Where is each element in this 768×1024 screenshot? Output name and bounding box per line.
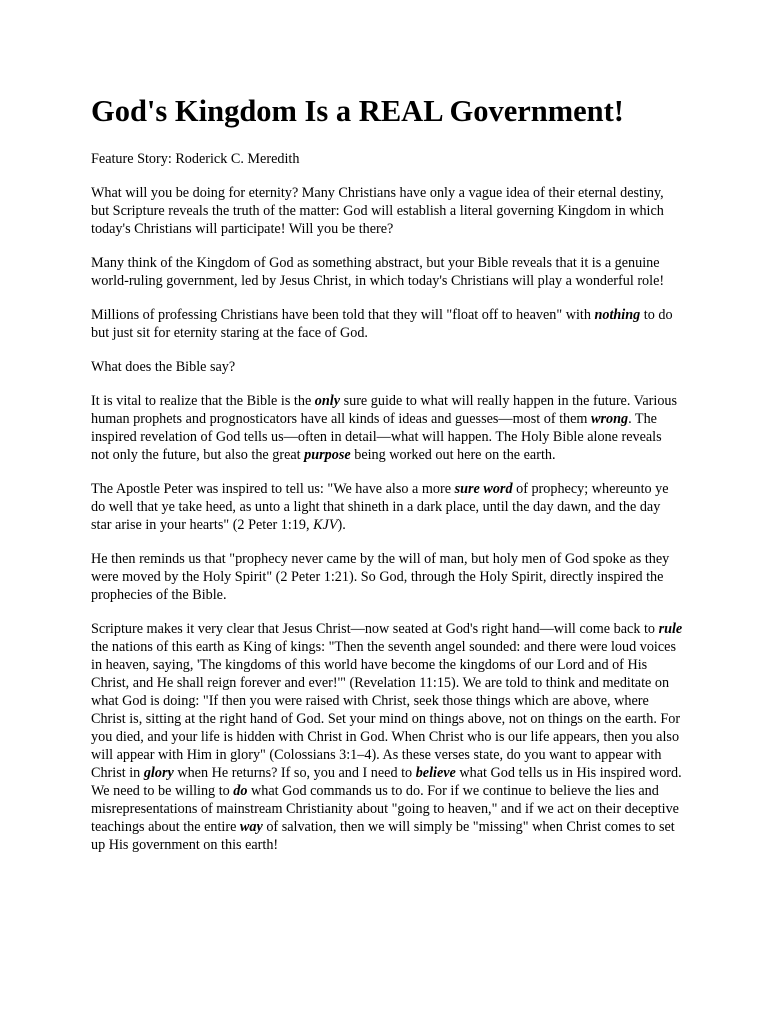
text-run: to do but just sit for eternity staring at the face of God. <box>91 307 673 341</box>
text-run: of salvation, then we will simply be "missing" when Christ comes to set up His government on this earth! <box>91 819 675 853</box>
emphasis-text: wrong <box>591 411 629 427</box>
paragraph <box>91 480 683 534</box>
emphasis-text: nothing <box>594 307 641 323</box>
paragraph <box>91 184 683 238</box>
emphasis-text: rule <box>658 621 683 637</box>
page-title: God's Kingdom Is a REAL Government! <box>91 94 624 128</box>
emphasis-text: way <box>239 819 263 835</box>
text-run: He then reminds us that "prophecy never came by the will of man, but holy men of God spoke as they were moved by the Holy Spirit" (2 Peter 1:21). So God, through the Holy Spirit, directly inspired the prophecies of the Bible. <box>91 551 670 603</box>
italic-text: KJV <box>313 517 338 533</box>
paragraph <box>91 550 683 604</box>
text-run: the nations of this earth as King of kings: "Then the seventh angel sounded: and there were loud voices in heaven, saying, 'The kingdoms of this world have become the kingdoms of our Lord and of His Christ, and He shall reign forever and ever!'" (Revelation 11:15). We are told to think and meditate on what God is doing: "If then you were raised with Christ, seek those things which are above, where Christ is, sitting at the right hand of God. Set your mind on things above, not on things on the earth. For you died, and your life is hidden with Christ in God. When Christ who is our life appears, then you also will appear with Him in glory" (Colossians 3:1–4). As these verses state, do you want to appear with Christ in <box>91 639 681 781</box>
text-run: what God commands us to do. For if we continue to believe the lies and misrepresentations of mainstream Christianity about "going to heaven," and if we act on their deceptive teachings about the entire <box>91 783 679 835</box>
article-body <box>91 184 683 854</box>
text-run: ). <box>337 517 346 533</box>
paragraph <box>91 392 683 464</box>
text-run: What does the Bible say? <box>91 359 236 375</box>
paragraph <box>91 358 683 376</box>
text-run: Millions of professing Christians have been told that they will "float off to heaven" with <box>91 307 595 323</box>
text-run: . The inspired revelation of God tells us—often in detail—what will happen. The Holy Bible alone reveals not only the future, but also the great <box>91 411 662 463</box>
document-page <box>91 92 683 854</box>
text-run: Many think of the Kingdom of God as something abstract, but your Bible reveals that it is a genuine world-ruling government, led by Jesus Christ, in which today's Christians will play a wonderful role! <box>91 255 665 289</box>
text-run: when He returns? If so, you and I need to <box>173 765 416 781</box>
emphasis-text: believe <box>415 765 456 781</box>
text-run: sure guide to what will really happen in the future. Various human prophets and prognosticators have all kinds of ideas and guesses—most of them <box>91 393 678 427</box>
emphasis-text: sure word <box>454 481 513 497</box>
emphasis-text: do <box>233 783 248 799</box>
text-run: What will you be doing for eternity? Many Christians have only a vague idea of their eternal destiny, but Scripture reveals the truth of the matter: God will establish a literal governing Kingdom in which today's Christians will participate! Will you be there? <box>91 185 664 237</box>
emphasis-text: glory <box>143 765 174 781</box>
paragraph <box>91 254 683 290</box>
paragraph <box>91 620 683 854</box>
text-run: It is vital to realize that the Bible is the <box>91 393 315 409</box>
emphasis-text: only <box>314 393 341 409</box>
text-run: what God tells us in His inspired word. We need to be willing to <box>91 765 682 799</box>
text-run: being worked out here on the earth. <box>350 447 556 463</box>
text-run: The Apostle Peter was inspired to tell us: "We have also a more <box>91 481 455 497</box>
emphasis-text: purpose <box>304 447 351 463</box>
byline: Feature Story: Roderick C. Meredith <box>91 151 300 167</box>
text-run: Scripture makes it very clear that Jesus Christ—now seated at God's right hand—will come back to <box>91 621 659 637</box>
text-run: of prophecy; whereunto ye do well that ye take heed, as unto a light that shineth in a dark place, until the day dawn, and the day star arise in your hearts" (2 Peter 1:19, <box>91 481 669 533</box>
paragraph <box>91 306 683 342</box>
